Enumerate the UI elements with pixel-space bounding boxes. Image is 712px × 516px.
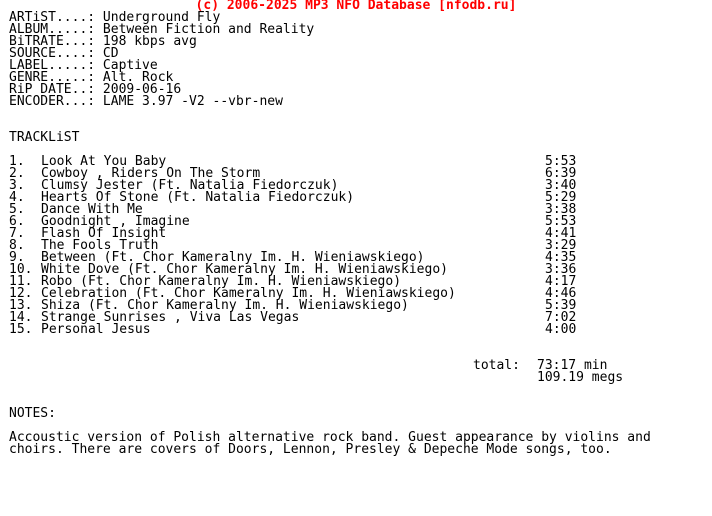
track-title: Look At You Baby bbox=[41, 154, 167, 169]
track-number: 11. bbox=[9, 274, 33, 289]
info-genre: GENRE.....: Alt. Rock bbox=[9, 70, 174, 85]
track-title: Personal Jesus bbox=[41, 322, 151, 337]
track-number: 14. bbox=[9, 310, 33, 325]
track-duration: 3:36 bbox=[545, 262, 577, 277]
track-title: Flash Of Insight bbox=[41, 226, 167, 241]
track-title: Cowboy , Riders On The Storm bbox=[41, 166, 261, 181]
track-title: Dance With Me bbox=[41, 202, 143, 217]
track-title: Hearts Of Stone (Ft. Natalia Fiedorczuk) bbox=[41, 190, 355, 205]
track-duration: 3:29 bbox=[545, 238, 577, 253]
total-time: 73:17 min bbox=[537, 358, 608, 373]
track-number: 5. bbox=[9, 202, 25, 217]
track-number: 6. bbox=[9, 214, 25, 229]
track-duration: 4:17 bbox=[545, 274, 577, 289]
track-number: 9. bbox=[9, 250, 25, 265]
total-size: 109.19 megs bbox=[537, 370, 624, 385]
track-title: Robo (Ft. Chor Kameralny Im. H. Wieniawskiego) bbox=[41, 274, 402, 289]
info-bitrate: BiTRATE...: 198 kbps avg bbox=[9, 34, 197, 49]
track-number: 8. bbox=[9, 238, 25, 253]
notes-body: Accoustic version of Polish alternative rock band. Guest appearance by violins and choirs. There are covers of Doors, Lennon, Presley & Depeche Mode songs, too. bbox=[9, 430, 651, 457]
tracklist-heading: TRACKLiST bbox=[9, 130, 80, 145]
info-rip-date: RiP DATE..: 2009-06-16 bbox=[9, 82, 182, 97]
track-title: Strange Sunrises , Viva Las Vegas bbox=[41, 310, 300, 325]
info-artist: ARTiST....: Underground Fly bbox=[9, 10, 221, 25]
track-duration: 4:35 bbox=[545, 250, 577, 265]
track-title: Clumsy Jester (Ft. Natalia Fiedorczuk) bbox=[41, 178, 339, 193]
track-duration: 4:41 bbox=[545, 226, 577, 241]
track-number: 7. bbox=[9, 226, 25, 241]
track-number: 15. bbox=[9, 322, 33, 337]
total-label: total: bbox=[473, 358, 520, 373]
track-number: 10. bbox=[9, 262, 33, 277]
track-title: Between (Ft. Chor Kameralny Im. H. Wieniawskiego) bbox=[41, 250, 425, 265]
track-duration: 7:02 bbox=[545, 310, 577, 325]
site-header: (c) 2006-2025 MP3 NFO Database [nfodb.ru] bbox=[195, 0, 517, 13]
track-duration: 6:39 bbox=[545, 166, 577, 181]
track-duration: 5:39 bbox=[545, 298, 577, 313]
track-number: 2. bbox=[9, 166, 25, 181]
track-duration: 3:40 bbox=[545, 178, 577, 193]
track-duration: 3:38 bbox=[545, 202, 577, 217]
track-duration: 5:29 bbox=[545, 190, 577, 205]
track-number: 13. bbox=[9, 298, 33, 313]
track-title: Shiza (Ft. Chor Kameralny Im. H. Wieniawskiego) bbox=[41, 298, 409, 313]
track-duration: 4:00 bbox=[545, 322, 577, 337]
track-number: 12. bbox=[9, 286, 33, 301]
track-title: Goodnight , Imagine bbox=[41, 214, 190, 229]
info-source: SOURCE....: CD bbox=[9, 46, 119, 61]
info-encoder: ENCODER...: LAME 3.97 -V2 --vbr-new bbox=[9, 94, 283, 109]
track-duration: 5:53 bbox=[545, 214, 577, 229]
track-number: 3. bbox=[9, 178, 25, 193]
track-title: The Fools Truth bbox=[41, 238, 159, 253]
info-album: ALBUM.....: Between Fiction and Reality bbox=[9, 22, 315, 37]
notes-heading: NOTES: bbox=[9, 406, 56, 421]
info-label: LABEL.....: Captive bbox=[9, 58, 158, 73]
track-title: Celebration (Ft. Chor Kameralny Im. H. Wieniawskiego) bbox=[41, 286, 456, 301]
track-number: 1. bbox=[9, 154, 25, 169]
track-title: White Dove (Ft. Chor Kameralny Im. H. Wieniawskiego) bbox=[41, 262, 448, 277]
track-duration: 4:46 bbox=[545, 286, 577, 301]
track-number: 4. bbox=[9, 190, 25, 205]
track-duration: 5:53 bbox=[545, 154, 577, 169]
